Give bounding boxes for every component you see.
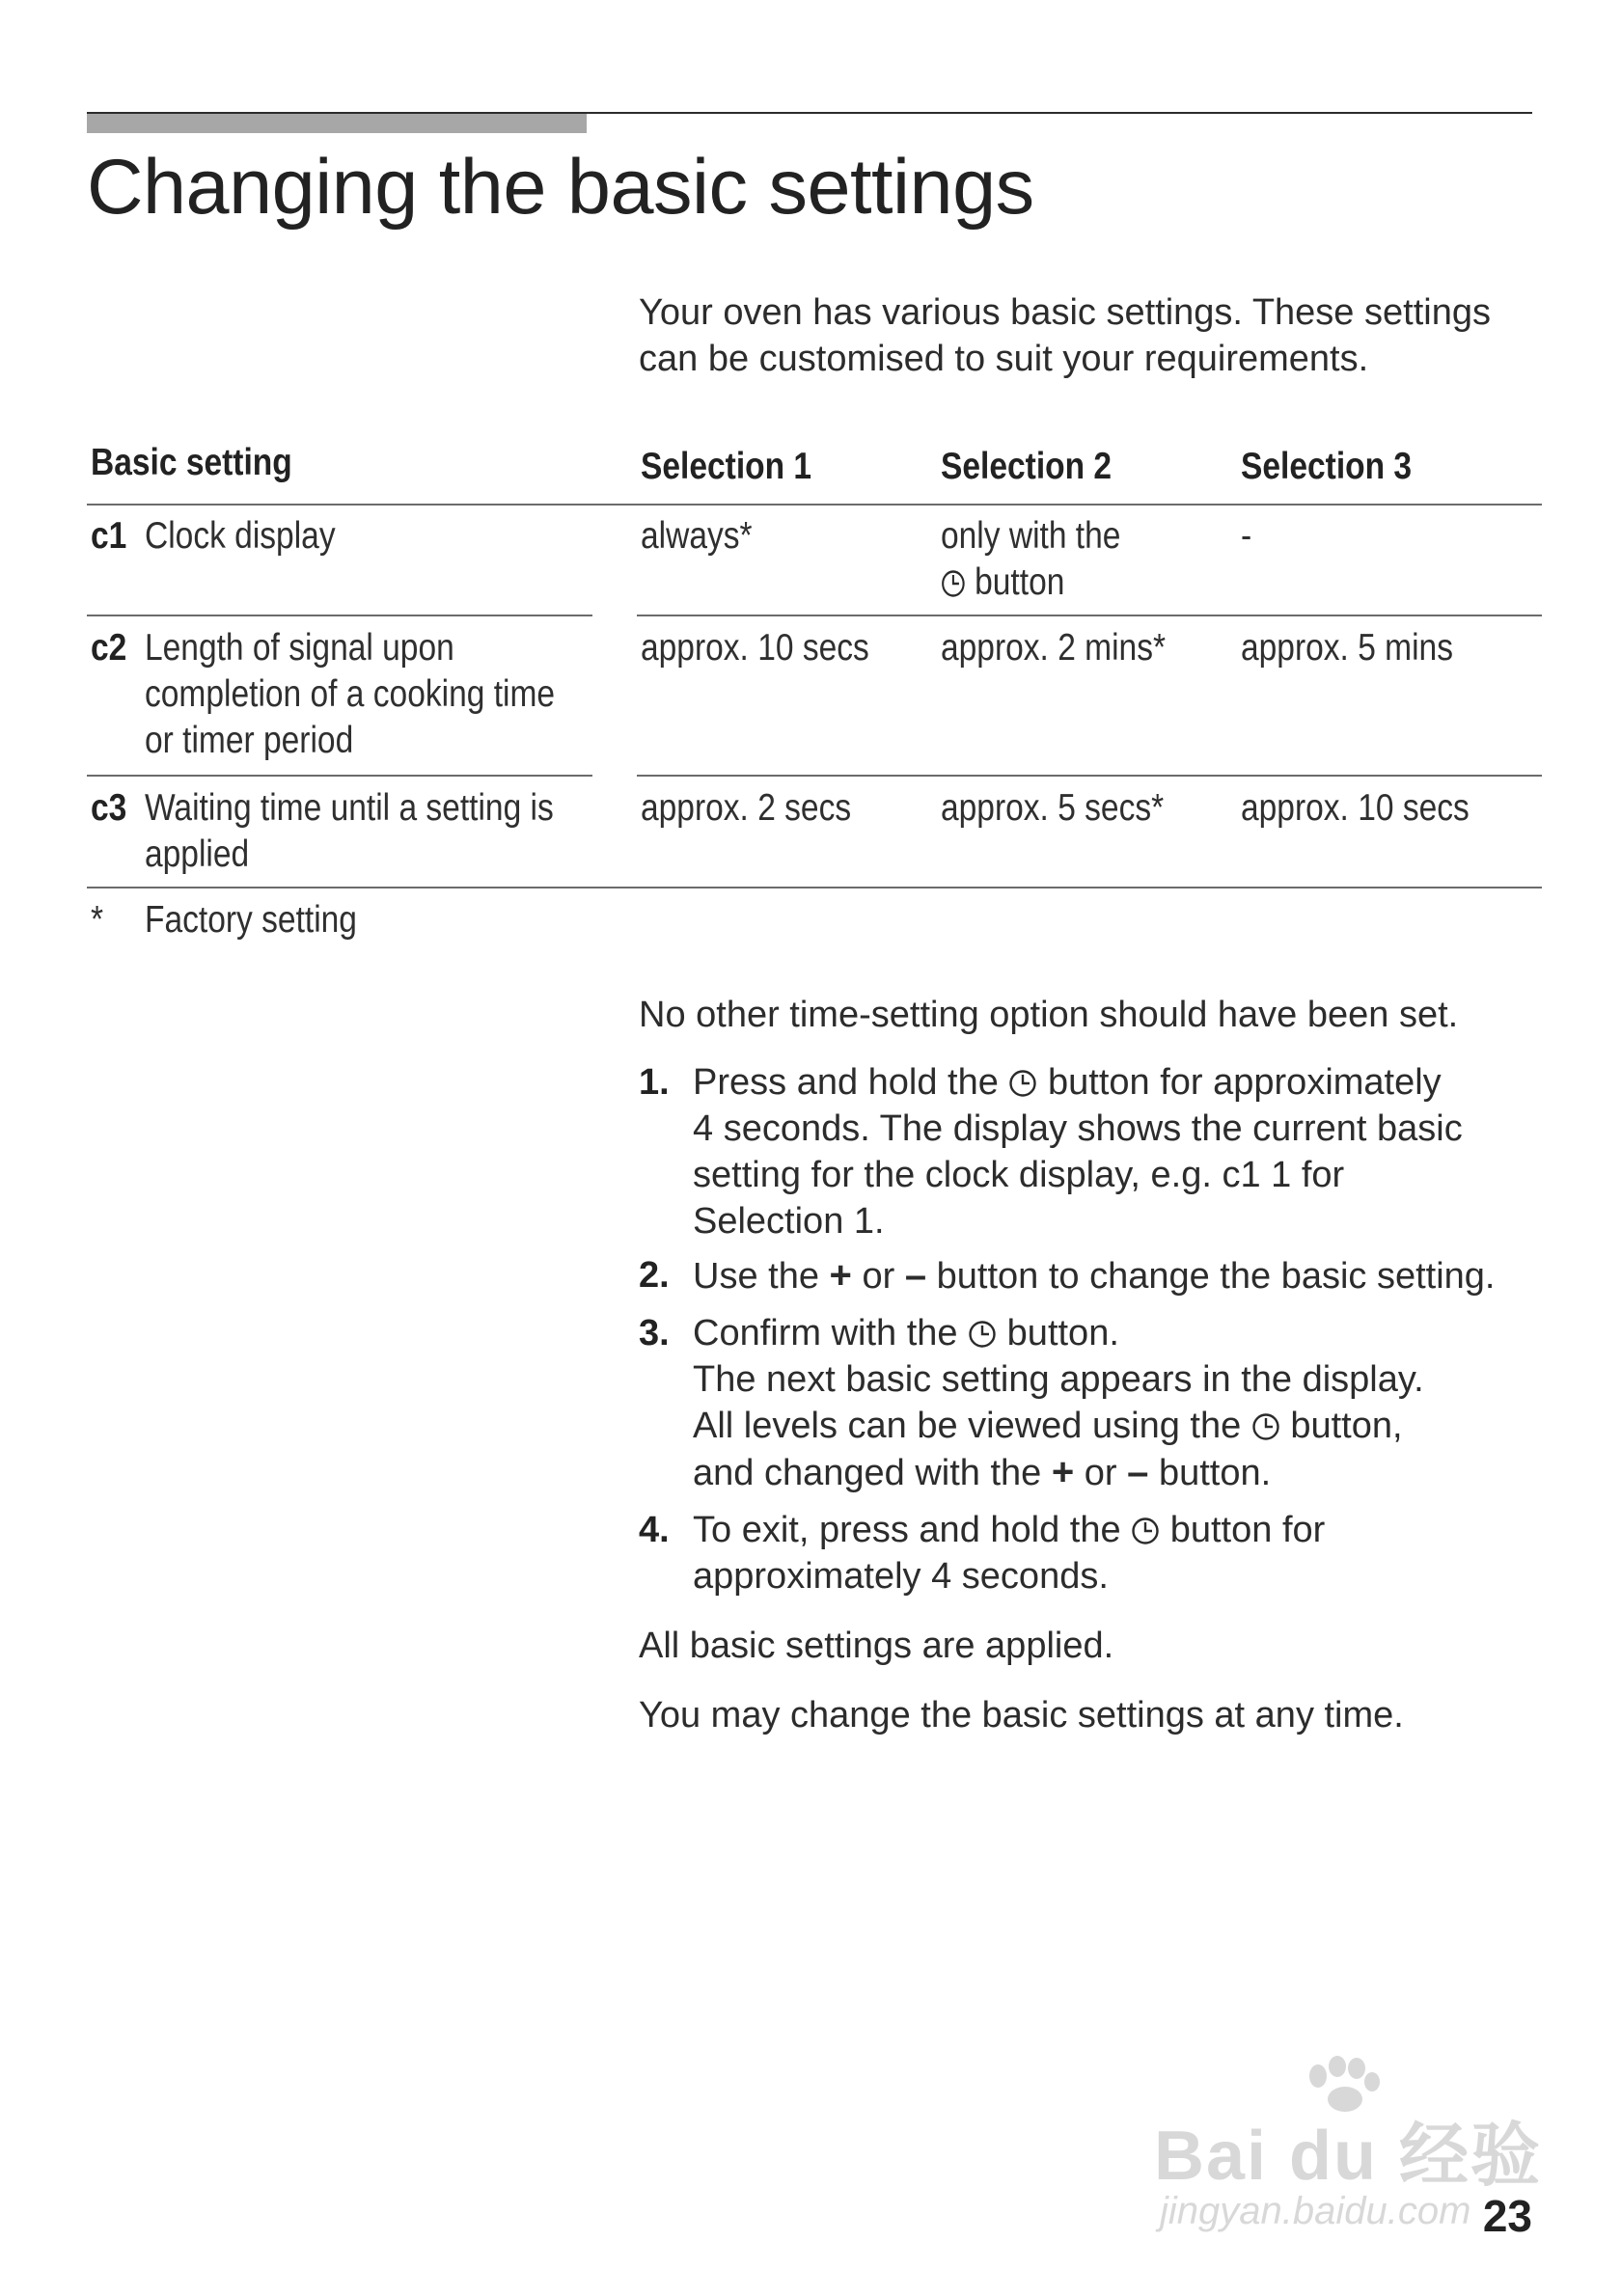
header-selection-2: Selection 2 — [941, 446, 1113, 487]
minus-symbol: – — [904, 1254, 927, 1297]
table-bottom-rule — [87, 887, 1542, 888]
step-text: Confirm with the — [693, 1313, 958, 1353]
c1-sel2-line2: button — [975, 561, 1065, 603]
step-text: approximately 4 seconds. — [693, 1556, 1109, 1597]
minus-symbol: – — [1127, 1451, 1149, 1493]
header-basic-setting: Basic setting — [91, 442, 292, 483]
c3-selection-2: approx. 5 secs* — [941, 787, 1165, 829]
step-number: 1. — [639, 1062, 670, 1103]
step-text: or — [862, 1256, 895, 1297]
label-line: or timer period — [145, 720, 354, 761]
step-text: button for approximately — [1048, 1062, 1442, 1103]
setting-label-c1: Clock display — [145, 515, 336, 557]
c1-sel2-line1: only with the — [941, 515, 1121, 557]
step-2 — [639, 1252, 1555, 1298]
header-selection-3: Selection 3 — [1241, 446, 1413, 487]
step-1 — [639, 1059, 1555, 1244]
footnote-mark: * — [91, 899, 104, 941]
step-text: The next basic setting appears in the display. — [693, 1359, 1424, 1400]
section-marker-bar — [87, 114, 587, 133]
row-rule-right — [637, 615, 1542, 616]
step-text: and changed with the — [693, 1453, 1042, 1493]
step-number: 3. — [639, 1313, 670, 1353]
step-text: Selection 1. — [693, 1201, 885, 1242]
step-text: All levels can be viewed using the — [693, 1406, 1242, 1446]
row-rule-left — [87, 775, 592, 777]
row-rule-left — [87, 615, 592, 616]
clock-icon — [941, 569, 966, 598]
c2-selection-1: approx. 10 secs — [641, 627, 869, 669]
watermark-logo: Bai du 经验 — [1154, 2118, 1543, 2195]
step-text: button, — [1290, 1406, 1403, 1446]
c2-selection-2: approx. 2 mins* — [941, 627, 1167, 669]
setting-label-c3 — [145, 785, 620, 878]
clock-icon — [1008, 1069, 1037, 1098]
label-line: applied — [145, 834, 250, 875]
intro-line: Your oven has various basic settings. These settings — [639, 292, 1491, 333]
clock-icon — [968, 1320, 997, 1349]
page-number: 23 — [1482, 2191, 1532, 2241]
setting-code-c3: c3 — [91, 787, 127, 829]
clock-icon — [1131, 1517, 1160, 1545]
c2-selection-3: approx. 5 mins — [1241, 627, 1453, 669]
precondition-text: No other time-setting option should have been set. — [639, 995, 1459, 1035]
step-text: button to change the basic setting. — [936, 1256, 1496, 1297]
clock-icon — [1251, 1412, 1280, 1441]
label-line: Waiting time until a setting is — [145, 787, 554, 829]
footnote-text: Factory setting — [145, 899, 357, 941]
note-text: You may change the basic settings at any time. — [639, 1695, 1404, 1736]
label-line: Length of signal upon — [145, 627, 454, 669]
step-text: button. — [1006, 1313, 1119, 1353]
watermark-url: jingyan.baidu.com — [1160, 2190, 1471, 2232]
step-number: 4. — [639, 1510, 670, 1550]
plus-symbol: + — [1051, 1451, 1075, 1493]
setting-label-c2 — [145, 625, 621, 764]
plus-symbol: + — [829, 1254, 852, 1297]
c1-selection-2 — [941, 513, 1150, 606]
label-line: completion of a cooking time — [145, 673, 556, 715]
step-text: button. — [1158, 1453, 1272, 1493]
c3-selection-3: approx. 10 secs — [1241, 787, 1470, 829]
table-header-rule — [87, 504, 1542, 506]
step-text: setting for the clock display, e.g. c1 1 for — [693, 1155, 1345, 1195]
step-3 — [639, 1310, 1555, 1495]
c1-selection-3: - — [1241, 515, 1252, 557]
c3-selection-1: approx. 2 secs — [641, 787, 852, 829]
step-text: Use the — [693, 1256, 819, 1297]
header-selection-1: Selection 1 — [641, 446, 812, 487]
step-text: 4 seconds. The display shows the current basic — [693, 1108, 1463, 1149]
intro-line: can be customised to suit your requirements. — [639, 339, 1369, 379]
step-text: To exit, press and hold the — [693, 1510, 1121, 1550]
step-text: Press and hold the — [693, 1062, 999, 1103]
c1-selection-1: always* — [641, 515, 753, 557]
step-number: 2. — [639, 1255, 670, 1296]
setting-code-c2: c2 — [91, 627, 127, 669]
result-text: All basic settings are applied. — [639, 1626, 1114, 1666]
intro-text — [639, 289, 1565, 382]
page-title: Changing the basic settings — [87, 144, 1034, 231]
step-4 — [639, 1507, 1555, 1599]
setting-code-c1: c1 — [91, 515, 127, 557]
row-rule-right — [637, 775, 1542, 777]
step-text: button for — [1169, 1510, 1326, 1550]
step-text: or — [1084, 1453, 1117, 1493]
